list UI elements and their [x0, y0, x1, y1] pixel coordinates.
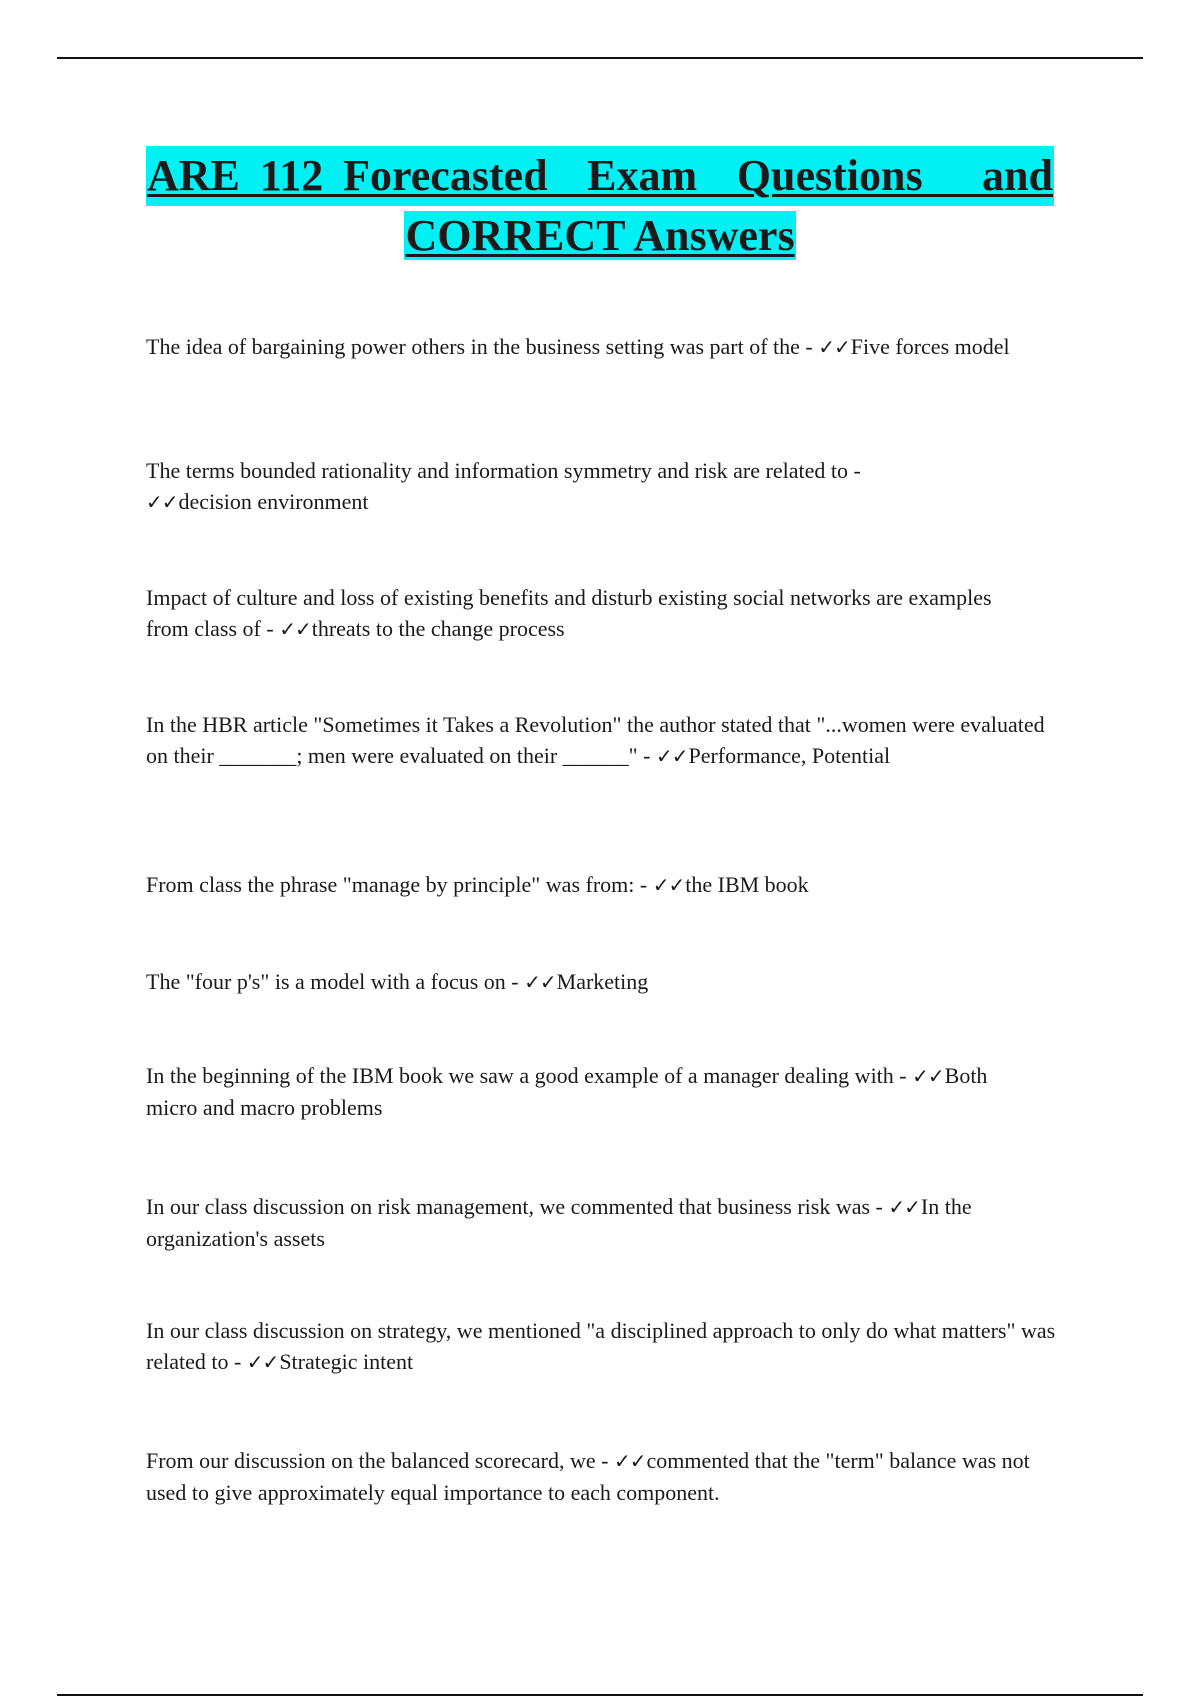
double-check-icon: ✓✓	[888, 1195, 920, 1219]
answer-text: decision environment	[178, 489, 369, 514]
question-text: From our discussion on the balanced scorecard, we -	[146, 1448, 614, 1473]
qa-item	[146, 331, 1056, 363]
qa-item	[146, 869, 1056, 901]
answer-text: Performance, Potential	[688, 743, 891, 768]
answer-text: Strategic intent	[279, 1349, 414, 1374]
double-check-icon: ✓✓	[524, 970, 556, 994]
qa-item	[146, 1315, 1056, 1378]
qa-item	[146, 455, 946, 518]
qa-item	[146, 582, 1006, 645]
qa-item	[146, 966, 1056, 998]
qa-item	[146, 1191, 1056, 1254]
answer-text: the IBM book	[685, 872, 809, 897]
document-title	[146, 146, 1054, 266]
answer-text: commented that the "term" balance was not used to give approximately equal importance to each component.	[146, 1448, 1030, 1505]
qa-item	[146, 709, 1056, 772]
question-text: In our class discussion on risk management, we commented that business risk was -	[146, 1194, 889, 1219]
title-line-2: CORRECT Answers	[405, 211, 795, 260]
double-check-icon: ✓✓	[652, 873, 685, 897]
double-check-icon: ✓✓	[912, 1064, 944, 1088]
double-check-icon: ✓✓	[655, 744, 688, 768]
double-check-icon: ✓✓	[246, 1350, 279, 1374]
double-check-icon: ✓✓	[146, 490, 178, 514]
double-check-icon: ✓✓	[818, 335, 850, 359]
question-text: In our class discussion on strategy, we mentioned "a disciplined approach to only do what matters" was related to -	[146, 1318, 1056, 1374]
double-check-icon: ✓✓	[613, 1449, 646, 1473]
question-text: The "four p's" is a model with a focus on -	[146, 969, 525, 994]
top-rule	[57, 57, 1143, 59]
answer-text: In the organization's assets	[146, 1194, 972, 1251]
answer-text: threats to the change process	[311, 616, 565, 641]
question-text: In the beginning of the IBM book we saw a good example of a manager dealing with -	[146, 1063, 913, 1088]
double-check-icon: ✓✓	[279, 617, 311, 641]
answer-text: Marketing	[556, 969, 649, 994]
question-text: From class the phrase "manage by principle" was from: -	[146, 872, 653, 897]
question-text: The idea of bargaining power others in the business setting was part of the -	[146, 334, 819, 359]
question-text: In the HBR article "Sometimes it Takes a Revolution" the author stated that "...women were evaluated on their _______; men were evaluated on their ______" -	[146, 712, 1045, 768]
qa-item	[146, 1060, 996, 1123]
bottom-rule	[57, 1694, 1143, 1696]
qa-item	[146, 1445, 1056, 1508]
answer-text: Five forces model	[850, 334, 1010, 359]
question-text: Impact of culture and loss of existing benefits and disturb existing social networks are examples from class of -	[146, 585, 992, 641]
question-text: The terms bounded rationality and information symmetry and risk are related to -	[146, 458, 861, 483]
answer-text: Both micro and macro problems	[146, 1063, 988, 1120]
title-line-1: ARE 112 Forecasted Exam Questions and	[146, 146, 1054, 206]
